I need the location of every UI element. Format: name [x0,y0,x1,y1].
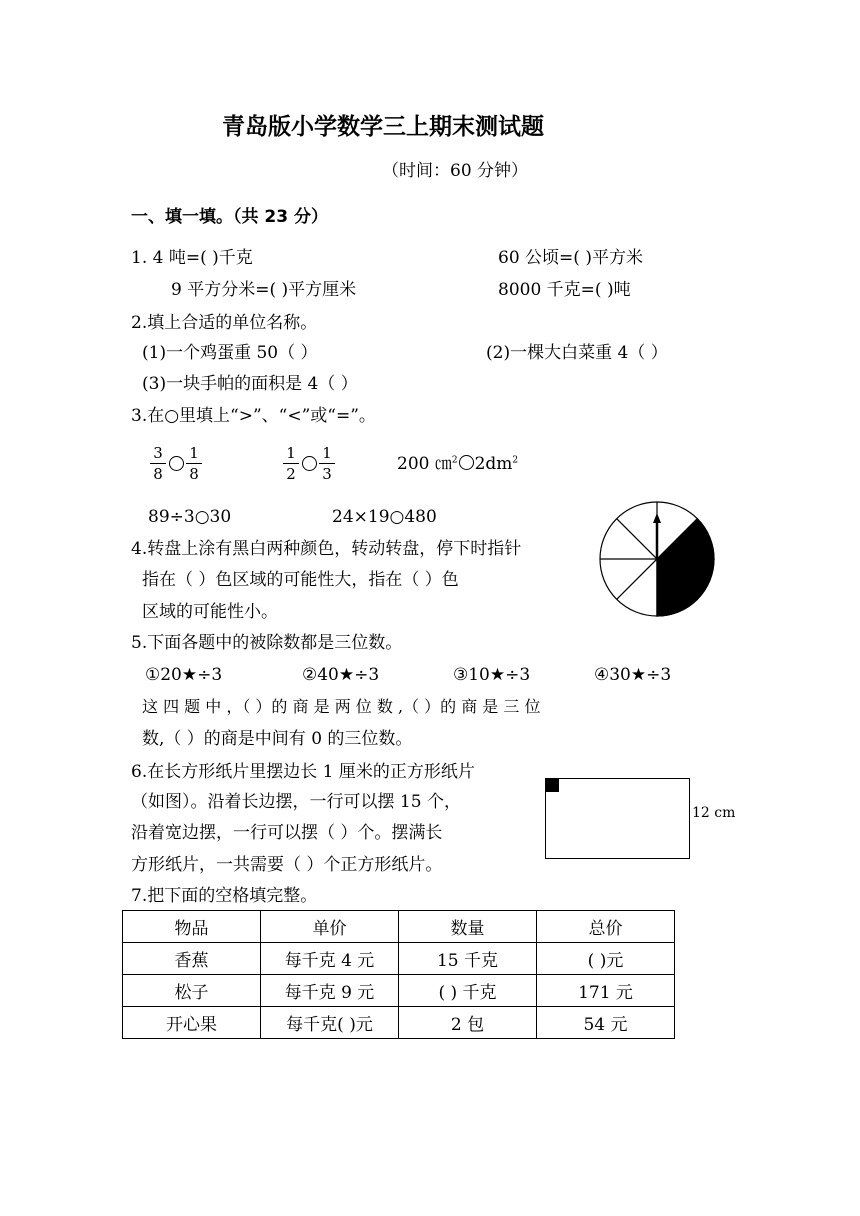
q6-line-3: 沿着宽边摆，一行可以摆（ ）个。摆满长 [131,823,443,843]
table-header-cell: 数量 [399,911,537,943]
fraction-bar [319,463,335,464]
q6-line-2: （如图）。沿着长边摆，一行可以摆 15 个， [131,792,461,812]
table-header-cell: 总价 [537,911,675,943]
denominator: 8 [153,465,163,483]
unit-square [546,779,559,792]
table-header-row [123,911,675,943]
q2-b: (2)一棵大白菜重 4（ ） [486,343,668,363]
price-table [122,910,675,1039]
q2-c: (3)一块手帕的面积是 4（ ） [142,374,358,394]
fraction-1-8 [186,444,202,483]
q4-line-2: 指在（ ）色区域的可能性大，指在（ ）色 [142,570,459,590]
table-header-cell: 物品 [123,911,261,943]
fraction-bar [283,463,299,464]
table-cell: 2 包 [399,1007,537,1039]
table-cell: 54 元 [537,1007,675,1039]
fraction-1-3 [319,444,335,483]
q7-stem: 7.把下面的空格填完整。 [131,886,318,906]
fraction-bar [150,463,166,464]
numerator: 1 [189,444,199,462]
q1-c: 9 平方分米=( )平方厘米 [171,280,357,300]
table-cell[interactable]: ( ) 千克 [399,975,537,1007]
table-cell[interactable]: ( )元 [537,943,675,975]
area-right: 2dm [474,454,513,474]
table-cell: 15 千克 [399,943,537,975]
numerator: 3 [153,444,163,462]
rectangle-width-label: 12 cm [692,805,736,821]
fraction-3-8 [150,444,166,483]
compare-circle[interactable] [459,455,474,470]
q1-b: 60 公顷=( )平方米 [498,248,643,268]
q3-expr-1: 89÷3○30 [148,507,232,527]
q2-stem: 2.填上合适的单位名称。 [131,313,318,333]
compare-circle[interactable] [302,456,317,471]
q6-line-1: 6.在长方形纸片里摆边长 1 厘米的正方形纸片 [131,762,475,782]
table-row [123,975,675,1007]
table-cell: 每千克 9 元 [261,975,399,1007]
superscript: 2 [451,455,458,466]
q6-line-4: 方形纸片，一共需要（ ）个正方形纸片。 [131,855,443,875]
table-cell: 171 元 [537,975,675,1007]
q5-b: ②40★÷3 [302,665,380,685]
compare-circle[interactable] [169,456,184,471]
spinner-pointer-head [653,513,661,523]
denominator: 8 [189,465,199,483]
q5-a: ①20★÷3 [145,665,223,685]
q4-line-3: 区域的可能性小。 [142,602,278,622]
spinner-wheel [598,500,716,618]
section-heading: 一、填一填。（共 23 分） [131,207,328,227]
q5-d: ④30★÷3 [594,665,672,685]
table-cell: 松子 [123,975,261,1007]
q3-expr-2: 24×19○480 [332,507,437,527]
table-cell: 开心果 [123,1007,261,1039]
numerator: 1 [322,444,332,462]
area-left: 200 ㎝ [397,454,452,474]
page-title: 青岛版小学数学三上期末测试题 [222,114,544,140]
q5-line-1: 这 四 题 中 ，（ ）的 商 是 两 位 数 ,（ ）的 商 是 三 位 [142,697,541,716]
numerator: 1 [286,444,296,462]
superscript: 2 [512,455,519,466]
table-row [123,1007,675,1039]
table-row [123,943,675,975]
area-compare [397,454,518,474]
q5-line-2: 数,（ ）的商是中间有 0 的三位数。 [142,729,413,749]
spinner-sector-black [657,519,714,559]
table-cell: 每千克 4 元 [261,943,399,975]
rectangle-figure [545,778,690,859]
denominator: 2 [286,465,296,483]
time-note: （时间：60 分钟） [382,161,529,181]
fraction-1-2 [283,444,299,483]
q5-stem: 5.下面各题中的被除数都是三位数。 [131,633,403,653]
q1-a: 1. 4 吨=( )千克 [131,248,253,268]
fraction-bar [186,463,202,464]
denominator: 3 [322,465,332,483]
table-cell: 香蕉 [123,943,261,975]
q4-line-1: 4.转盘上涂有黑白两种颜色，转动转盘，停下时指针 [131,539,522,559]
table-header-cell: 单价 [261,911,399,943]
q3-stem: 3.在○里填上“>”、“<”或“=”。 [131,406,376,426]
q2-a: (1)一个鸡蛋重 50（ ） [142,343,318,363]
q5-c: ③10★÷3 [453,665,531,685]
q1-d: 8000 千克=( )吨 [498,280,631,300]
table-cell[interactable]: 每千克( )元 [261,1007,399,1039]
